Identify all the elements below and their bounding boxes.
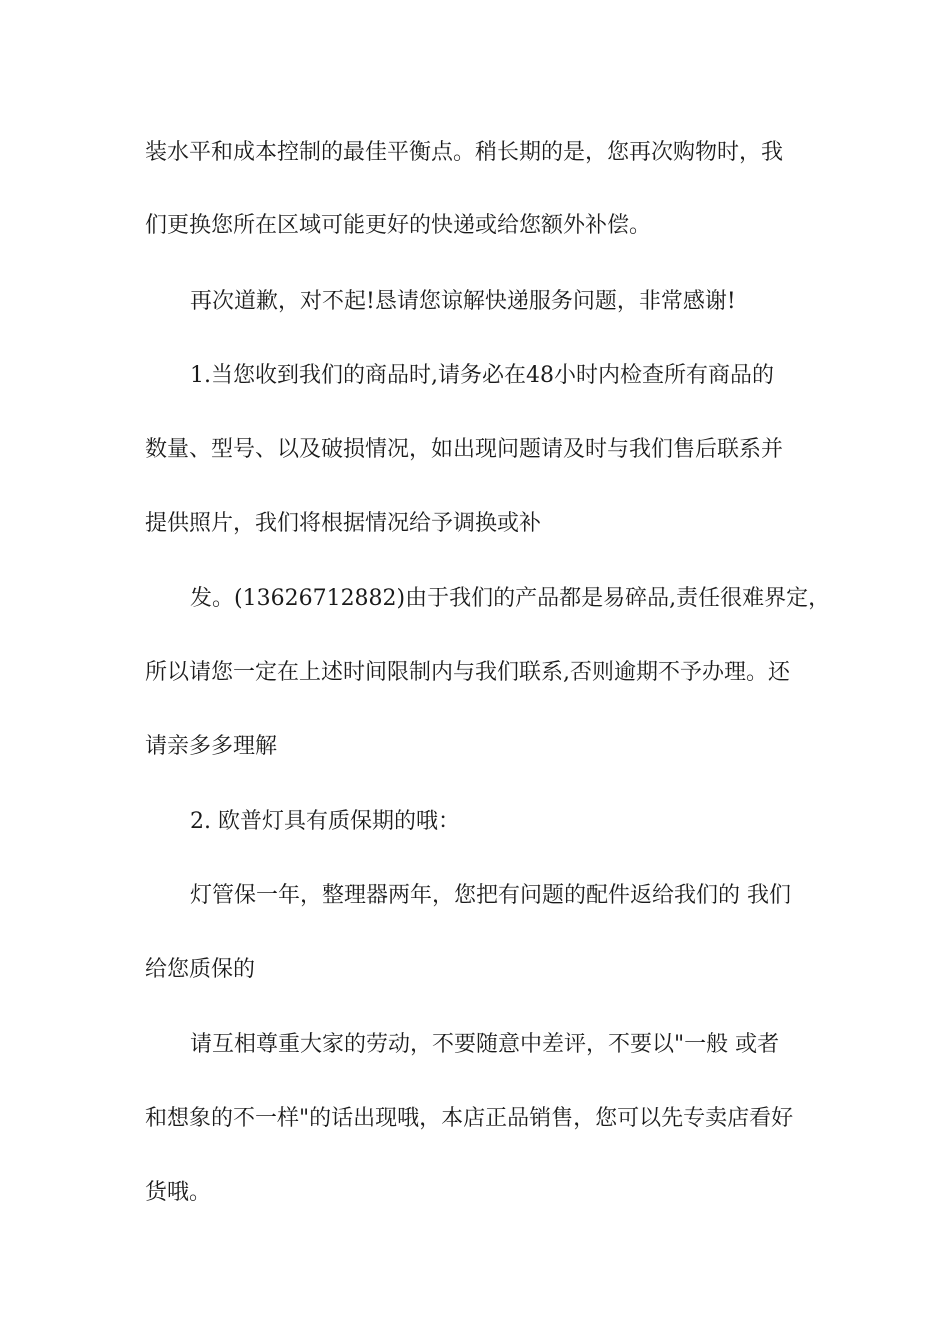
paragraph-line: 提供照片，我们将根据情况给予调换或补 xyxy=(145,511,542,536)
paragraph-line: 灯管保一年，整理器两年，您把有问题的配件返给我们的 我们 xyxy=(190,883,791,908)
paragraph-line: 和想象的不一样"的话出现哦，本店正品销售，您可以先专卖店看好 xyxy=(145,1106,794,1131)
paragraph-line: 请互相尊重大家的劳动，不要随意中差评，不要以"一般 或者 xyxy=(190,1032,780,1057)
paragraph-line: 们更换您所在区域可能更好的快递或给您额外补偿。 xyxy=(145,213,652,238)
paragraph-line: 数量、型号、以及破损情况，如出现问题请及时与我们售后联系并 xyxy=(145,437,784,462)
paragraph-line: 所以请您一定在上述时间限制内与我们联系,否则逾期不予办理。还 xyxy=(145,660,790,685)
paragraph-line: 装水平和成本控制的最佳平衡点。稍长期的是，您再次购物时，我 xyxy=(145,140,784,165)
paragraph-line: 请亲多多理解 xyxy=(145,734,278,759)
paragraph-line: 2. 欧普灯具有质保期的哦： xyxy=(190,809,460,834)
paragraph-line: 货哦。 xyxy=(145,1180,212,1205)
paragraph-line: 给您质保的 xyxy=(145,957,256,982)
paragraph-line: 1.当您收到我们的商品时,请务必在48小时内检查所有商品的 xyxy=(190,363,774,388)
paragraph-line: 再次道歉，对不起!恳请您谅解快递服务问题，非常感谢! xyxy=(190,289,736,314)
paragraph-line: 发。(13626712882)由于我们的产品都是易碎品,责任很难界定， xyxy=(190,586,831,611)
